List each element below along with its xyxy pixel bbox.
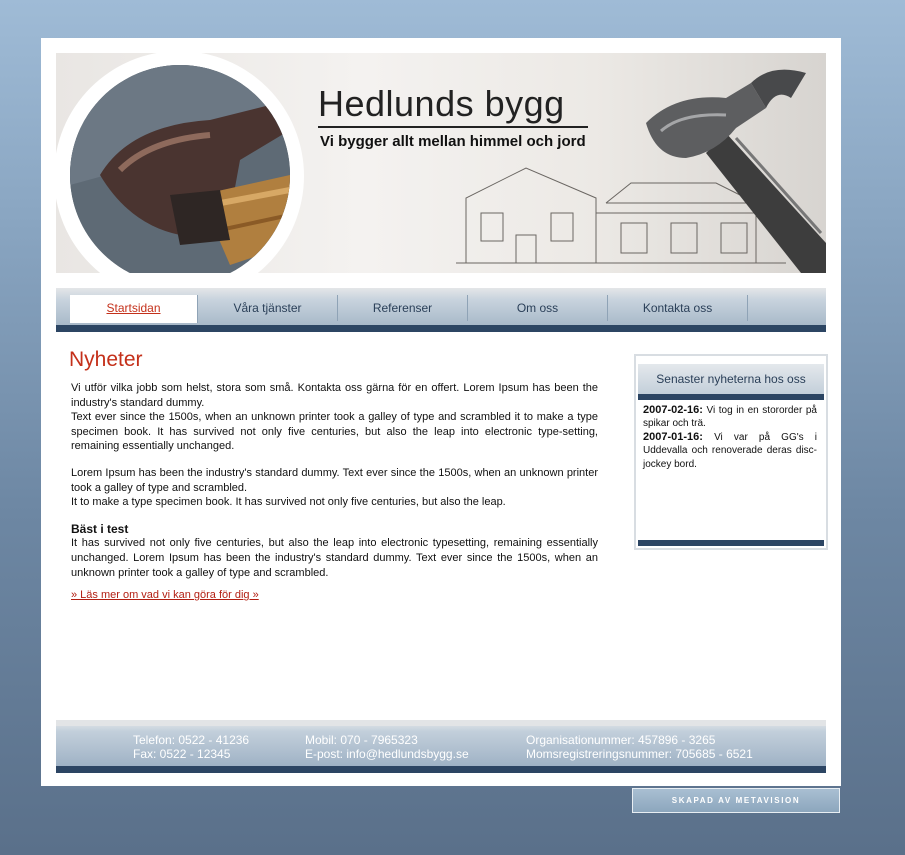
sidebar-news-list (643, 404, 817, 471)
footer-mobile: Mobil: 070 - 7965323 (305, 733, 418, 747)
subheading: Bäst i test (71, 521, 129, 536)
main-content (71, 381, 598, 603)
news-text: Vi var på GG's i Uddevalla och renoverade deras disc-jockey bord. (643, 431, 817, 470)
footer-fax: Fax: 0522 - 12345 (133, 747, 231, 761)
news-sidebar (634, 354, 828, 550)
news-text: Vi tog in en stororder på spikar och trä. (643, 405, 817, 430)
nav-bottom-bar (56, 325, 826, 332)
header-banner (56, 53, 826, 273)
footer-company-col (526, 733, 753, 761)
sidebar-divider (638, 394, 824, 400)
photo-frame (56, 53, 304, 273)
footer (56, 720, 826, 766)
paragraph: It has survived not only five centuries, but also the leap into electronic typesetting, remaining essentially unchanged. Lorem Ipsum has been the industry's standard dummy. Text ever since the 1500s, when an unknown printer took a galley of type and scrambled. (71, 537, 598, 579)
title-underline (318, 126, 588, 128)
creator-badge[interactable]: SKAPAD AV METAVISION (632, 788, 840, 813)
site-tagline: Vi bygger allt mellan himmel och jord (320, 133, 586, 150)
site-title: Hedlunds bygg (318, 83, 565, 124)
hammer-photo (70, 65, 290, 273)
paragraph: Vi utför vilka jobb som helst, stora som små. Kontakta oss gärna för en offert. Lorem Ipsum has been the industry's standard dummy. (71, 382, 598, 409)
sidebar-title: Senaster nyheterna hos oss (638, 364, 824, 394)
paragraph: Lorem Ipsum has been the industry's standard dummy. Text ever since the 1500s, when an unknown printer took a galley of type and scrambled. (71, 466, 598, 494)
nav-vara-tjanster[interactable]: Våra tjänster (198, 295, 338, 321)
footer-phone: Telefon: 0522 - 41236 (133, 733, 250, 747)
paragraph: It to make a type specimen book. It has survived not only five centuries, but also the leap. (71, 496, 506, 509)
footer-org-number: Organisationummer: 457896 - 3265 (526, 733, 716, 747)
paragraph: Text ever since the 1500s, when an unknown printer took a galley of type and scrambled it to make a type specimen book. It has survived not only five centuries, but also the leap into electronic type-setting, remaining essentially unchanged. (71, 411, 598, 453)
nav-kontakta-oss[interactable]: Kontakta oss (608, 295, 748, 321)
footer-email[interactable]: E-post: info@hedlundsbygg.se (305, 747, 469, 761)
news-date: 2007-02-16: (643, 404, 703, 416)
footer-bottom-bar (56, 766, 826, 773)
news-heading: Nyheter (69, 348, 143, 371)
footer-phone-col (133, 733, 249, 761)
read-more-link[interactable]: » Läs mer om vad vi kan göra för dig » (71, 589, 259, 602)
footer-contact-col (305, 733, 469, 761)
hammer-photo-icon (70, 65, 290, 273)
nav-referenser[interactable]: Referenser (338, 295, 468, 321)
page-container (41, 38, 841, 786)
sidebar-bottom-bar (638, 540, 824, 546)
news-item (643, 404, 817, 431)
news-date: 2007-01-16: (643, 430, 703, 443)
news-item (643, 431, 817, 471)
nav-om-oss[interactable]: Om oss (468, 295, 608, 321)
main-nav (56, 288, 826, 325)
hammer-image (576, 53, 826, 273)
nav-startsidan[interactable]: Startsidan (70, 295, 198, 323)
footer-top-strip (56, 720, 826, 726)
footer-vat-number: Momsregistreringsnummer: 705685 - 6521 (526, 747, 753, 761)
